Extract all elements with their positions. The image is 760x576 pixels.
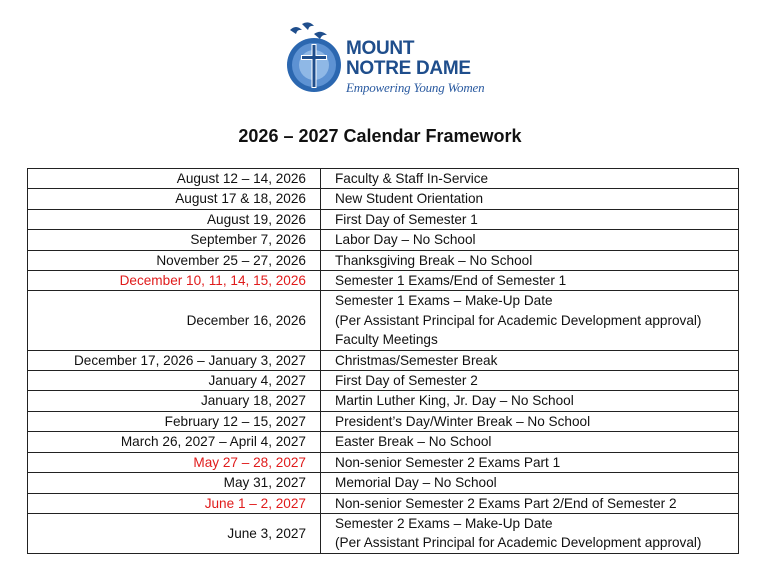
- event-description: [321, 473, 739, 493]
- table-row: [28, 350, 739, 370]
- event-date: August 12 – 14, 2026: [28, 169, 321, 189]
- table-row: [28, 189, 739, 209]
- table-row: [28, 271, 739, 291]
- event-description: [321, 452, 739, 472]
- table-row: [28, 209, 739, 229]
- event-date: December 17, 2026 – January 3, 2027: [28, 350, 321, 370]
- table-row: [28, 513, 739, 553]
- event-line: Semester 1 Exams/End of Semester 1: [335, 273, 567, 289]
- event-description: [321, 169, 739, 189]
- event-description: [321, 230, 739, 250]
- event-description: [321, 350, 739, 370]
- event-description: [321, 432, 739, 452]
- event-line: Non-senior Semester 2 Exams Part 1: [335, 454, 561, 470]
- event-date: December 10, 11, 14, 15, 2026: [28, 271, 321, 291]
- event-line: New Student Orientation: [335, 191, 484, 207]
- table-row: [28, 169, 739, 189]
- event-line: Faculty & Staff In-Service: [335, 171, 489, 186]
- table-row: [28, 371, 739, 391]
- event-description: [321, 493, 739, 513]
- event-date: May 31, 2027: [28, 473, 321, 493]
- event-date: November 25 – 27, 2026: [28, 250, 321, 270]
- event-line: President’s Day/Winter Break – No School: [335, 413, 591, 429]
- event-date: June 3, 2027: [28, 513, 321, 553]
- logo-tagline: Empowering Young Women: [346, 80, 485, 95]
- event-description: [321, 209, 739, 229]
- event-description: [321, 250, 739, 270]
- event-description: [321, 291, 739, 350]
- event-line: Labor Day – No School: [335, 232, 476, 248]
- event-line: Thanksgiving Break – No School: [335, 252, 533, 268]
- event-line: Semester 1 Exams – Make-Up Date: [335, 293, 553, 309]
- event-line: Non-senior Semester 2 Exams Part 2/End of Semester 2: [335, 495, 677, 511]
- school-logo: [284, 22, 504, 102]
- table-row: [28, 493, 739, 513]
- event-date: May 27 – 28, 2027: [28, 452, 321, 472]
- logo-school-name: MOUNT NOTRE DAME: [346, 38, 471, 79]
- event-date: August 17 & 18, 2026: [28, 189, 321, 209]
- event-line: (Per Assistant Principal for Academic Development approval): [335, 312, 702, 328]
- event-line: Faculty Meetings: [335, 332, 438, 348]
- table-row: [28, 473, 739, 493]
- event-line: First Day of Semester 2: [335, 373, 478, 389]
- event-description: [321, 391, 739, 411]
- calendar-table-body: [28, 169, 739, 554]
- cross-with-doves-icon: [284, 22, 344, 102]
- event-date: December 16, 2026: [28, 291, 321, 350]
- event-line: (Per Assistant Principal for Academic Development approval): [335, 535, 702, 551]
- event-description: [321, 513, 739, 553]
- event-line: Memorial Day – No School: [335, 475, 497, 491]
- event-date: September 7, 2026: [28, 230, 321, 250]
- page-title: 2026 – 2027 Calendar Framework: [238, 126, 522, 146]
- table-row: [28, 291, 739, 350]
- event-line: Easter Break – No School: [335, 434, 492, 450]
- event-description: [321, 271, 739, 291]
- event-description: [321, 189, 739, 209]
- event-date: January 18, 2027: [28, 391, 321, 411]
- event-line: Christmas/Semester Break: [335, 352, 498, 368]
- event-date: August 19, 2026: [28, 209, 321, 229]
- event-date: June 1 – 2, 2027: [28, 493, 321, 513]
- event-line: Semester 2 Exams – Make-Up Date: [335, 515, 553, 531]
- event-date: January 4, 2027: [28, 371, 321, 391]
- event-line: Martin Luther King, Jr. Day – No School: [335, 393, 574, 409]
- calendar-table: [27, 168, 739, 554]
- event-date: February 12 – 15, 2027: [28, 411, 321, 431]
- table-row: [28, 250, 739, 270]
- event-date: March 26, 2027 – April 4, 2027: [28, 432, 321, 452]
- table-row: [28, 411, 739, 431]
- table-row: [28, 452, 739, 472]
- event-description: [321, 411, 739, 431]
- table-row: [28, 230, 739, 250]
- table-row: [28, 432, 739, 452]
- table-row: [28, 391, 739, 411]
- event-description: [321, 371, 739, 391]
- event-line: First Day of Semester 1: [335, 211, 478, 227]
